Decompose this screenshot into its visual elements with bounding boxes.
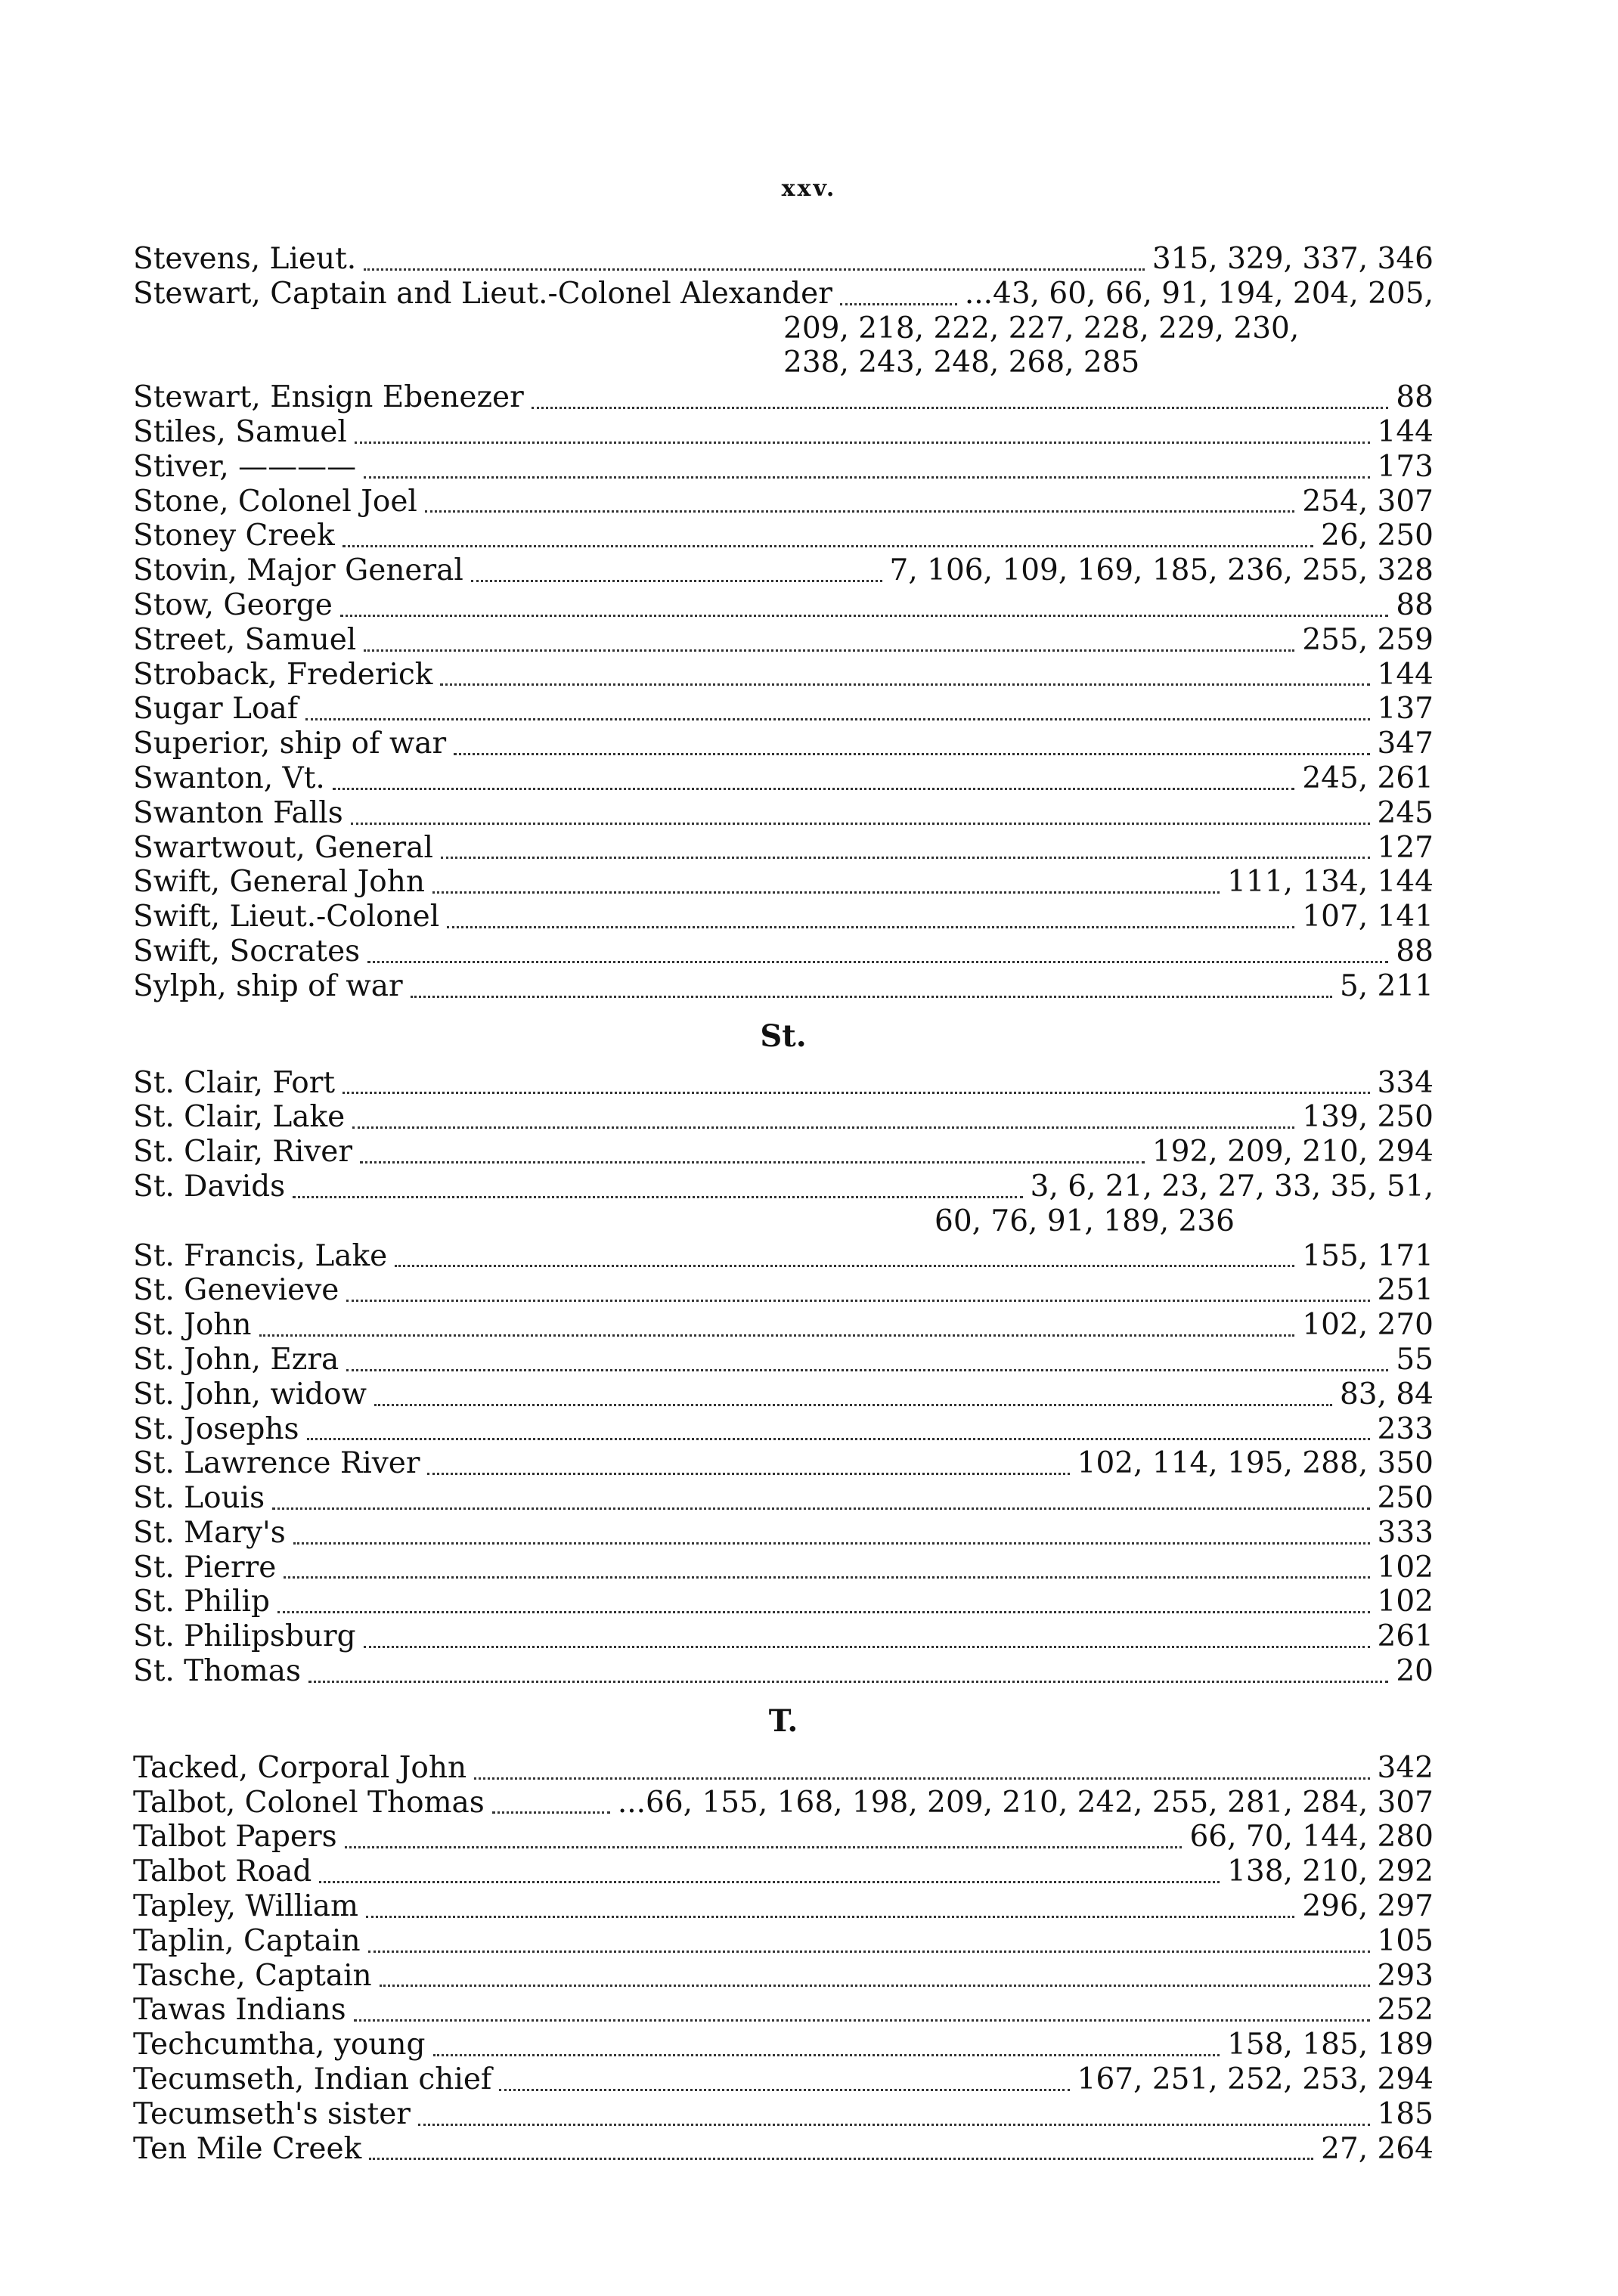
index-entry bbox=[133, 277, 1434, 311]
entry-pages: 27, 264 bbox=[1321, 2131, 1434, 2166]
index-entry bbox=[133, 588, 1434, 623]
dot-leader bbox=[441, 827, 1370, 859]
entry-name: St. Genevieve bbox=[133, 1273, 339, 1308]
entry-pages: 261 bbox=[1377, 1619, 1434, 1654]
page-number: xxv. bbox=[781, 175, 837, 202]
entry-pages: 20 bbox=[1396, 1654, 1434, 1689]
entry-name: Tecumseth's sister bbox=[133, 2096, 411, 2131]
entry-pages: ...43, 60, 66, 91, 194, 204, 205, bbox=[964, 276, 1434, 311]
entry-name: Superior, ship of war bbox=[133, 727, 447, 761]
entry-pages: 347 bbox=[1377, 727, 1434, 761]
dot-leader bbox=[425, 481, 1294, 513]
dot-leader bbox=[447, 897, 1294, 928]
index-entry bbox=[133, 969, 1434, 1004]
entry-name: Stiver, ———— bbox=[133, 449, 357, 484]
dot-leader bbox=[471, 550, 882, 582]
entry-name: St. Clair, Lake bbox=[133, 1100, 346, 1135]
entry-name: Sugar Loaf bbox=[133, 692, 299, 727]
dot-leader bbox=[364, 620, 1294, 652]
index-entry bbox=[133, 934, 1434, 969]
entry-pages: 158, 185, 189 bbox=[1227, 2028, 1434, 2062]
entry-name: Talbot Road bbox=[133, 1854, 312, 1889]
entry-pages: 102, 270 bbox=[1302, 1308, 1434, 1343]
dot-leader bbox=[277, 1582, 1370, 1613]
index-entry bbox=[133, 2062, 1434, 2097]
dot-leader bbox=[333, 758, 1295, 790]
entry-name: Tecumseth, Indian chief bbox=[133, 2062, 492, 2097]
entry-pages: 55 bbox=[1396, 1342, 1434, 1377]
index-entry bbox=[133, 553, 1434, 588]
dot-leader bbox=[364, 447, 1369, 479]
dot-leader bbox=[364, 1616, 1370, 1648]
entry-pages: 333 bbox=[1377, 1515, 1434, 1550]
entry-pages: 192, 209, 210, 294 bbox=[1152, 1135, 1434, 1170]
index-entry bbox=[133, 1066, 1434, 1101]
section-heading-st: St. bbox=[760, 1018, 807, 1054]
entry-name: Stevens, Lieut. bbox=[133, 242, 357, 276]
index-entry bbox=[133, 865, 1434, 900]
dot-leader bbox=[360, 1132, 1145, 1163]
dot-leader bbox=[272, 1478, 1369, 1510]
entry-name: Tacked, Corporal John bbox=[133, 1750, 467, 1785]
index-entry bbox=[133, 1993, 1434, 2028]
index-entry bbox=[133, 1959, 1434, 1994]
dot-leader bbox=[474, 1748, 1369, 1780]
entry-name: Swift, Socrates bbox=[133, 934, 361, 968]
entry-pages: 252 bbox=[1377, 1993, 1434, 2028]
index-entry bbox=[133, 242, 1434, 277]
index-entry bbox=[133, 1377, 1434, 1412]
entry-name: Talbot Papers bbox=[133, 1820, 337, 1854]
entry-name: Stewart, Ensign Ebenezer bbox=[133, 380, 524, 415]
dot-leader bbox=[367, 931, 1388, 963]
entry-pages: 111, 134, 144 bbox=[1227, 865, 1434, 900]
index-entry bbox=[133, 485, 1434, 519]
entry-pages: 107, 141 bbox=[1302, 900, 1434, 934]
index-entry bbox=[133, 796, 1434, 831]
index-entry bbox=[133, 1135, 1434, 1170]
dot-leader bbox=[840, 274, 957, 305]
index-entry bbox=[133, 2097, 1434, 2132]
index-entry bbox=[133, 1585, 1434, 1619]
dot-leader bbox=[293, 1513, 1370, 1545]
entry-name: Taplin, Captain bbox=[133, 1923, 361, 1958]
index-entry bbox=[133, 1308, 1434, 1343]
entry-pages: 88 bbox=[1396, 587, 1434, 622]
dot-leader bbox=[259, 1305, 1295, 1337]
entry-pages: 167, 251, 252, 253, 294 bbox=[1077, 2062, 1434, 2097]
entry-pages: 254, 307 bbox=[1302, 484, 1434, 519]
index-entry bbox=[133, 450, 1434, 485]
entry-name: St. John, widow bbox=[133, 1377, 367, 1411]
index-entry bbox=[133, 1619, 1434, 1654]
section-t bbox=[133, 1751, 1434, 2167]
dot-leader bbox=[433, 2025, 1220, 2056]
index-entry bbox=[133, 1273, 1434, 1308]
entry-name: Swift, General John bbox=[133, 865, 426, 900]
entry-pages-continued: 238, 243, 248, 268, 285 bbox=[783, 345, 1140, 380]
entry-pages: 88 bbox=[1396, 934, 1434, 968]
entry-pages: 102, 114, 195, 288, 350 bbox=[1077, 1446, 1434, 1481]
section-s bbox=[133, 242, 1434, 1004]
entry-pages: 88 bbox=[1396, 380, 1434, 415]
entry-name: St. Philipsburg bbox=[133, 1619, 356, 1654]
index-content bbox=[133, 242, 1434, 2166]
entry-pages-continued: 209, 218, 222, 227, 228, 229, 230, bbox=[783, 311, 1300, 345]
index-entry bbox=[133, 1343, 1434, 1377]
dot-leader bbox=[343, 516, 1313, 547]
dot-leader bbox=[343, 1062, 1369, 1094]
entry-name: Stiles, Samuel bbox=[133, 414, 347, 449]
dot-leader bbox=[395, 1235, 1294, 1267]
entry-pages: 3, 6, 21, 23, 27, 33, 35, 51, bbox=[1030, 1169, 1434, 1204]
dot-leader bbox=[351, 793, 1370, 825]
section-st bbox=[133, 1066, 1434, 1689]
dot-leader bbox=[499, 2059, 1069, 2091]
dot-leader bbox=[364, 239, 1145, 271]
entry-pages: 139, 250 bbox=[1302, 1100, 1434, 1135]
entry-name: Stroback, Frederick bbox=[133, 657, 433, 692]
entry-name: Tapley, William bbox=[133, 1889, 358, 1924]
dot-leader bbox=[346, 1270, 1369, 1302]
index-entry bbox=[133, 727, 1434, 761]
index-entry bbox=[133, 692, 1434, 727]
dot-leader bbox=[319, 1851, 1220, 1883]
index-entry bbox=[133, 519, 1434, 553]
entry-pages: 173 bbox=[1377, 449, 1434, 484]
index-entry bbox=[133, 658, 1434, 693]
index-entry bbox=[133, 1239, 1434, 1274]
index-entry bbox=[133, 761, 1434, 796]
dot-leader bbox=[427, 1443, 1069, 1475]
entry-name: St. Louis bbox=[133, 1481, 265, 1516]
entry-name: Stewart, Captain and Lieut.-Colonel Alexander bbox=[133, 276, 832, 311]
index-entry bbox=[133, 1100, 1434, 1135]
dot-leader bbox=[345, 1817, 1183, 1848]
index-entry bbox=[133, 1786, 1434, 1820]
index-entry bbox=[133, 1889, 1434, 1924]
entry-name: St. Clair, Fort bbox=[133, 1065, 336, 1100]
dot-leader bbox=[354, 1990, 1370, 2022]
dot-leader bbox=[346, 1340, 1388, 1371]
dot-leader bbox=[380, 1955, 1370, 1987]
entry-pages: 105 bbox=[1377, 1923, 1434, 1958]
entry-pages: 83, 84 bbox=[1339, 1377, 1434, 1411]
entry-name: Ten Mile Creek bbox=[133, 2131, 362, 2166]
entry-name: St. Mary's bbox=[133, 1515, 286, 1550]
entry-pages: 127 bbox=[1377, 830, 1434, 865]
entry-name: St. Lawrence River bbox=[133, 1446, 420, 1481]
entry-pages: 137 bbox=[1377, 692, 1434, 727]
entry-pages: 255, 259 bbox=[1302, 622, 1434, 657]
entry-name: St. John, Ezra bbox=[133, 1342, 339, 1377]
entry-pages: 26, 250 bbox=[1321, 519, 1434, 553]
entry-name: Stovin, Major General bbox=[133, 553, 463, 588]
entry-pages: 144 bbox=[1377, 414, 1434, 449]
entry-name: St. Pierre bbox=[133, 1550, 277, 1585]
entry-name: St. Davids bbox=[133, 1169, 286, 1204]
entry-pages: 293 bbox=[1377, 1958, 1434, 1993]
entry-pages: 233 bbox=[1377, 1411, 1434, 1446]
index-entry bbox=[133, 900, 1434, 934]
dot-leader bbox=[355, 412, 1370, 444]
entry-pages: ...66, 155, 168, 198, 209, 210, 242, 255, 281, 284, 307 bbox=[617, 1785, 1434, 1820]
dot-leader bbox=[454, 724, 1369, 755]
entry-name: Street, Samuel bbox=[133, 622, 357, 657]
index-entry bbox=[133, 1551, 1434, 1585]
dot-leader bbox=[432, 862, 1220, 894]
entry-name: Stow, George bbox=[133, 587, 333, 622]
entry-name: Sylph, ship of war bbox=[133, 968, 403, 1003]
entry-name: St. Clair, River bbox=[133, 1135, 352, 1170]
entry-name: St. Thomas bbox=[133, 1654, 302, 1689]
index-entry bbox=[133, 2132, 1434, 2167]
entry-pages: 245 bbox=[1377, 795, 1434, 830]
index-entry bbox=[133, 1854, 1434, 1889]
entry-name: Swanton, Vt. bbox=[133, 761, 325, 795]
entry-name: Stoney Creek bbox=[133, 519, 335, 553]
dot-leader bbox=[374, 1374, 1332, 1406]
entry-name: Talbot, Colonel Thomas bbox=[133, 1785, 485, 1820]
entry-pages: 102 bbox=[1377, 1585, 1434, 1619]
entry-name: Tawas Indians bbox=[133, 1993, 346, 2028]
dot-leader bbox=[368, 1921, 1370, 1953]
index-entry bbox=[133, 623, 1434, 658]
dot-leader bbox=[308, 1651, 1388, 1683]
index-entry bbox=[133, 380, 1434, 415]
entry-name: Swanton Falls bbox=[133, 795, 343, 830]
section-heading-t: T. bbox=[768, 1703, 798, 1739]
index-entry bbox=[133, 831, 1434, 866]
entry-pages: 7, 106, 109, 169, 185, 236, 255, 328 bbox=[889, 553, 1434, 588]
entry-pages: 5, 211 bbox=[1339, 968, 1434, 1003]
entry-pages: 334 bbox=[1377, 1065, 1434, 1100]
dot-leader bbox=[532, 377, 1389, 409]
dot-leader bbox=[352, 1097, 1294, 1129]
dot-leader bbox=[340, 585, 1389, 617]
index-entry bbox=[133, 1170, 1434, 1204]
entry-pages: 144 bbox=[1377, 657, 1434, 692]
entry-pages: 102 bbox=[1377, 1550, 1434, 1585]
entry-pages: 315, 329, 337, 346 bbox=[1152, 242, 1434, 276]
index-entry bbox=[133, 1751, 1434, 1786]
dot-leader bbox=[307, 1408, 1370, 1440]
index-entry bbox=[133, 1412, 1434, 1447]
dot-leader bbox=[369, 2128, 1313, 2160]
entry-pages: 185 bbox=[1377, 2096, 1434, 2131]
index-entry bbox=[133, 1654, 1434, 1689]
entry-name: Swartwout, General bbox=[133, 830, 433, 865]
dot-leader bbox=[305, 689, 1369, 720]
entry-name: St. Josephs bbox=[133, 1411, 299, 1446]
dot-leader bbox=[440, 654, 1369, 686]
dot-leader bbox=[284, 1547, 1369, 1579]
entry-pages-continued: 60, 76, 91, 189, 236 bbox=[935, 1204, 1235, 1238]
dot-leader bbox=[366, 1886, 1294, 1918]
index-entry bbox=[133, 1446, 1434, 1481]
entry-pages: 296, 297 bbox=[1302, 1889, 1434, 1924]
entry-pages: 245, 261 bbox=[1302, 761, 1434, 795]
entry-name: Stone, Colonel Joel bbox=[133, 484, 417, 519]
index-entry bbox=[133, 415, 1434, 450]
index-entry bbox=[133, 1820, 1434, 1854]
index-entry bbox=[133, 1924, 1434, 1959]
entry-name: St. John bbox=[133, 1308, 252, 1343]
entry-name: Techcumtha, young bbox=[133, 2028, 426, 2062]
dot-leader bbox=[293, 1167, 1022, 1198]
index-entry bbox=[133, 1516, 1434, 1551]
entry-name: Tasche, Captain bbox=[133, 1958, 372, 1993]
dot-leader bbox=[492, 1782, 610, 1814]
entry-pages: 250 bbox=[1377, 1481, 1434, 1516]
entry-pages: 342 bbox=[1377, 1750, 1434, 1785]
entry-pages: 155, 171 bbox=[1302, 1238, 1434, 1273]
index-entry bbox=[133, 1481, 1434, 1516]
entry-pages: 251 bbox=[1377, 1273, 1434, 1308]
entry-name: Swift, Lieut.-Colonel bbox=[133, 900, 440, 934]
entry-name: St. Philip bbox=[133, 1585, 270, 1619]
index-entry bbox=[133, 2028, 1434, 2062]
dot-leader bbox=[418, 2094, 1370, 2126]
entry-pages: 66, 70, 144, 280 bbox=[1189, 1820, 1434, 1854]
entry-name: St. Francis, Lake bbox=[133, 1238, 388, 1273]
entry-pages: 138, 210, 292 bbox=[1227, 1854, 1434, 1889]
dot-leader bbox=[411, 966, 1332, 998]
